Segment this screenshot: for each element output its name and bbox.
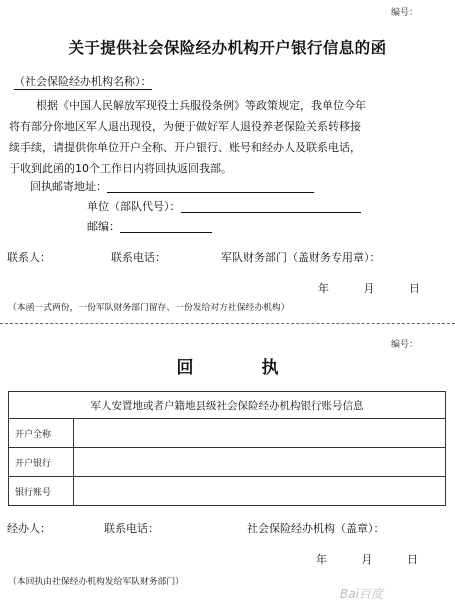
return-address-row <box>30 176 314 197</box>
receipt-title-char-1: 回 <box>176 358 194 378</box>
account-number-label: 银行账号 <box>9 477 74 506</box>
table-header: 军人安置地或者户籍地县级社会保险经办机构银行账号信息 <box>9 392 446 419</box>
receipt-date-month: 月 <box>361 553 373 566</box>
agency-seal-label: 社会保险经办机构（盖章）： <box>247 522 385 535</box>
phone-label: 联系电话： <box>111 251 166 264</box>
bank-name-value[interactable] <box>74 448 446 477</box>
letter-note: （本函一式两份，一份军队财务部门留存、一份发给对方社保经办机构） <box>8 303 290 313</box>
paragraph-line-1: 根据《中国人民解放军现役士兵服役条例》等政策规定，我单位今年 <box>36 99 366 112</box>
bank-name-label: 开户银行 <box>9 448 74 477</box>
letter-date <box>318 278 420 299</box>
document-title: 关于提供社会保险经办机构开户银行信息的函 <box>68 39 387 57</box>
handler-label: 经办人： <box>7 522 51 535</box>
paragraph-line-2: 将有部分你地区军人退出现役，为便于做好军人退役养老保险关系转移接 <box>9 120 361 133</box>
receipt-date-year: 年 <box>316 553 327 566</box>
unit-label: 单位（部队代号）： <box>87 200 181 213</box>
table-row <box>9 419 446 448</box>
paragraph-line-3: 续手续，请提供你单位开户全称、开户银行、账号和经办人及联系电话， <box>9 141 361 154</box>
paragraph-line-4: 于收到此函的10个工作日内将回执返回我部。 <box>9 162 232 175</box>
unit-row <box>87 196 361 217</box>
date-year: 年 <box>318 282 329 295</box>
return-address-label: 回执邮寄地址： <box>30 180 107 193</box>
receipt-note: （本回执由社保经办机构发给军队财务部门） <box>8 577 184 587</box>
date-month: 月 <box>363 282 375 295</box>
receipt-date <box>316 549 418 570</box>
table-header-row <box>9 392 446 419</box>
receipt-serial-label: 编号： <box>391 340 419 350</box>
addressee-line <box>14 71 152 92</box>
account-number-value[interactable] <box>74 477 446 506</box>
receipt-date-day: 日 <box>407 553 418 566</box>
return-address-blank[interactable] <box>107 180 314 193</box>
date-day: 日 <box>409 282 420 295</box>
postcode-blank[interactable] <box>120 220 212 233</box>
account-name-value[interactable] <box>74 419 446 448</box>
unit-blank[interactable] <box>181 200 361 213</box>
account-name-label: 开户全称 <box>9 419 74 448</box>
serial-number-label: 编号： <box>391 8 419 18</box>
watermark-logo: Bai百度 <box>340 587 383 601</box>
receipt-title <box>0 353 455 378</box>
addressee-label: （社会保险经办机构名称）： <box>14 75 152 88</box>
contact-label: 联系人： <box>7 251 51 264</box>
bank-info-table <box>8 391 446 506</box>
receipt-phone-label: 联系电话： <box>104 522 159 535</box>
table-row <box>9 477 446 506</box>
receipt-title-char-2: 执 <box>261 358 279 378</box>
finance-dept-label: 军队财务部门（盖财务专用章）： <box>221 251 381 264</box>
dashed-separator <box>0 323 455 324</box>
table-row <box>9 448 446 477</box>
postcode-label: 邮编： <box>87 220 120 233</box>
postcode-row <box>87 216 212 237</box>
